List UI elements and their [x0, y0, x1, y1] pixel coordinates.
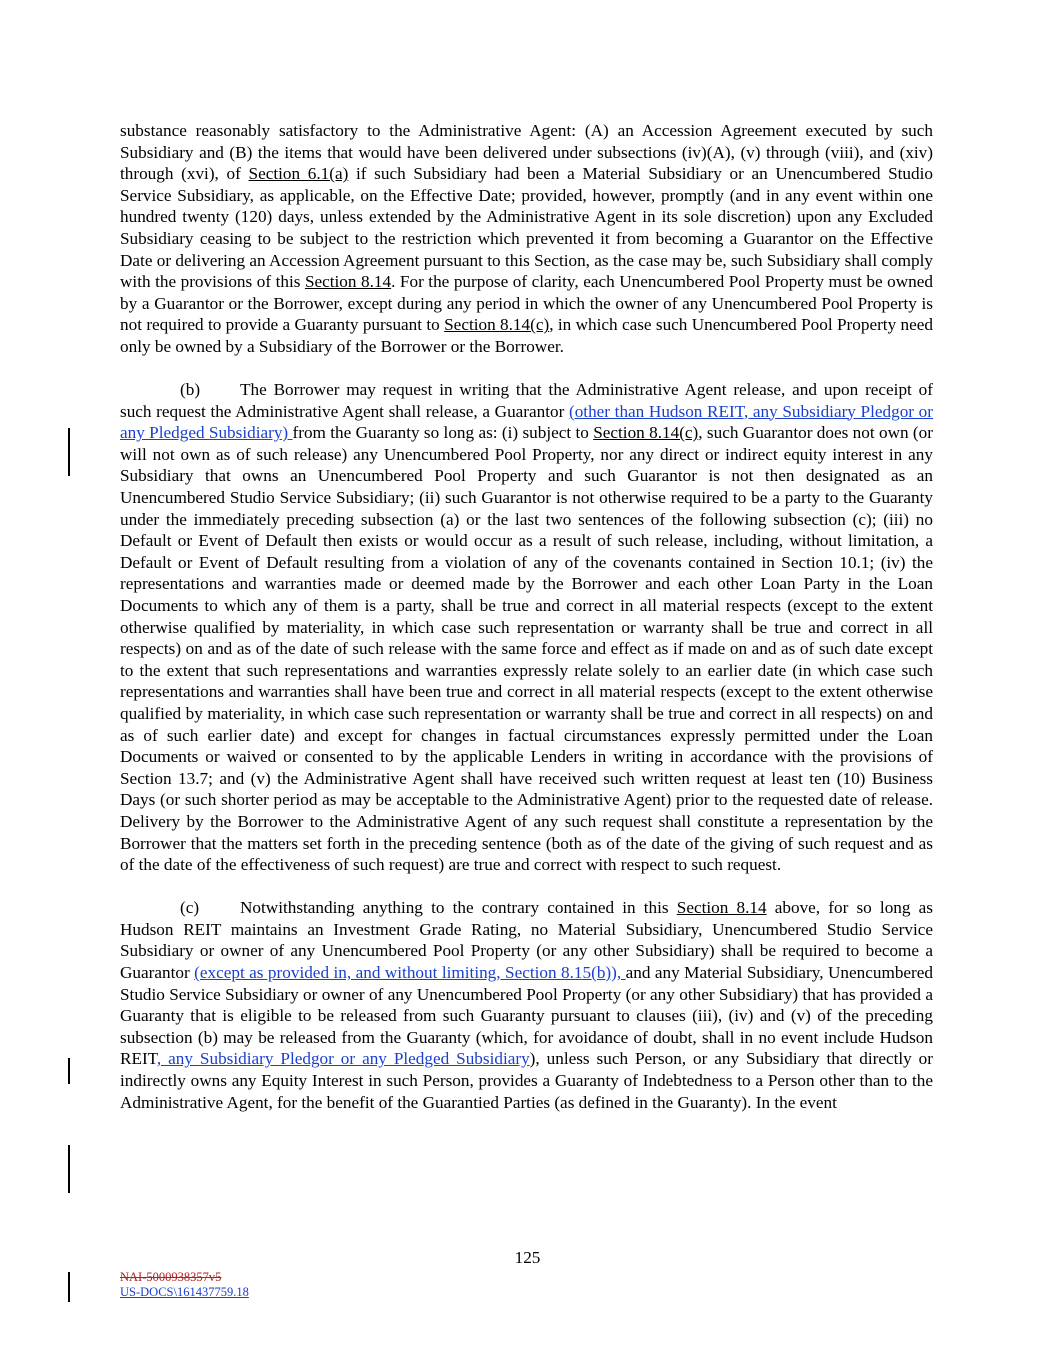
text-run: . For the purpose of clarity, each Unencumbered Pool Property must be owned by a Guarantor or the Borrower, except during any period in which the owner of any Unencumbered Pool Property is not required to provide a Guaranty pursuant to — [120, 272, 933, 335]
footer-inserted-reference: US-DOCS\161437759.18 — [120, 1285, 249, 1299]
text-run: The Borrower may request in writing that the Administrative Agent release, and upon receipt of such request the Administrative Agent shall release, a Guarantor — [120, 380, 933, 421]
section-reference: Section 8.14 — [304, 272, 392, 292]
change-bar-footer — [68, 1272, 70, 1302]
change-bar-paragraph-c-1 — [68, 1058, 70, 1084]
paragraph-label-c: (c) — [180, 898, 200, 918]
document-footer — [120, 1270, 249, 1300]
text-run: , in which case such Unencumbered Pool Property need only be owned by a Subsidiary of the Borrower or the Borrower. — [120, 315, 933, 356]
text-run: ), unless such Person, or any Subsidiary that directly or indirectly owns any Equity Interest in such Person, provides a Guaranty of Indebtedness to a Person other than to the Administrative Agent, for the benefit of the Guarantied Parties (as defined in the Guaranty). In the event — [120, 1049, 933, 1112]
paragraph-a-continued — [120, 120, 933, 358]
document-body — [120, 120, 933, 1113]
section-reference: Section 6.1(a) — [248, 164, 349, 184]
page-number: 125 — [514, 1248, 541, 1267]
section-reference: Section 8.14(c) — [444, 315, 550, 335]
text-run: if such Subsidiary had been a Material Subsidiary or an Unencumbered Studio Service Subsidiary, as applicable, on the Effective Date; provided, however, promptly (and in any event within one hundred twenty (120) days, unless extended by the Administrative Agent in its sole discretion) upon any Excluded Subsidiary ceasing to be subject to the restriction which prevented it from becoming a Guarantor on the Effective Date or delivering an Accession Agreement pursuant to this Section, as the case may be, such Subsidiary shall comply with the provisions of this — [120, 164, 933, 292]
change-bar-paragraph-c-2 — [68, 1145, 70, 1193]
inserted-text: , any Subsidiary Pledgor or any Pledged Subsidiary — [156, 1049, 530, 1069]
change-bar-paragraph-b — [68, 428, 70, 476]
paragraph-b — [120, 379, 933, 876]
text-run: above, for so long as Hudson REIT maintains an Investment Grade Rating, no Material Subsidiary, Unencumbered Studio Service Subsidiary or owner of any Unencumbered Pool Property (or any other Subsidiary) shall be required to become a Guarantor — [120, 898, 933, 982]
text-run: , such Guarantor does not own (or will not own as of such release) any Unencumbered Pool Property, nor any direct or indirect equity interest in any Subsidiary that owns an Unencumbered Pool Property and such Guarantor is not then designated as an Unencumbered Studio Service Subsidiary; (ii) such Guarantor is not otherwise required to be a party to the Guaranty under the immediately preceding subsection (a) or the last two sentences of the following subsection (c); (iii) no Default or Event of Default then exists or would occur as a result of such release, including, without limitation, a Default or Event of Default resulting from a violation of any of the covenants contained in Section 10.1; (iv) the representations and warranties made or deemed made by the Borrower and each other Loan Party in the Loan Documents to which any of them is a party, shall be true and correct in all material respects (except to the extent otherwise qualified by materiality, in which case such representation or warranty shall be true and correct in all respects) on and as of the date of such release with the same force and effect as if made on and as of such date except to the extent that such representations and warranties expressly relate solely to an earlier date (in which case such representations and warranties shall have been true and correct in all material respects (except to the extent otherwise qualified by materiality, in which case such representation or warranty shall be true and correct in all respects) on and as of such earlier date) and except for changes in factual circumstances expressly permitted under the Loan Documents or waived or consented to by the applicable Lenders in writing in accordance with the provisions of Section 13.7; and (v) the Administrative Agent shall have received such written request at least ten (10) Business Days (or such shorter period as may be acceptable to the Administrative Agent) prior to the requested date of release. Delivery by the Borrower to the Administrative Agent of any such request shall constitute a representation by the Borrower that the matters set forth in the preceding sentence (both as of the date of the giving of such request and as of the date of the effectiveness of such request) are true and correct with respect to such request. — [120, 423, 933, 875]
paragraph-c — [120, 897, 933, 1113]
text-run: substance reasonably satisfactory to the Administrative Agent: (A) an Accession Agreement executed by such Subsidiary and (B) the items that would have been delivered under subsections (iv)(A), (v) through (viii), and (xiv) through (xvi), of — [120, 121, 933, 184]
footer-deleted-reference: NAI-5000938357v5 — [120, 1270, 222, 1284]
text-run: from the Guaranty so long as: (i) subject to — [292, 423, 594, 443]
section-reference: Section 8.14(c) — [593, 423, 699, 443]
inserted-text: (other than Hudson REIT, any Subsidiary Pledgor or any Pledged Subsidiary) — [120, 401, 933, 443]
section-reference: Section 8.14 — [676, 898, 767, 918]
text-run: and any Material Subsidiary, Unencumbered Studio Service Subsidiary or owner of any Unencumbered Pool Property (or any other Subsidiary) that has provided a Guaranty that is eligible to be released from such Guaranty pursuant to clauses (iii), (iv) and (v) of the preceding subsection (b) may be released from the Guaranty (which, for avoidance of doubt, shall in no event include Hudson REIT — [120, 962, 933, 1069]
paragraph-label-b: (b) — [180, 380, 201, 400]
inserted-text: (except as provided in, and without limiting, Section 8.15(b)), — [194, 962, 626, 982]
text-run: Notwithstanding anything to the contrary contained in this — [240, 898, 677, 918]
